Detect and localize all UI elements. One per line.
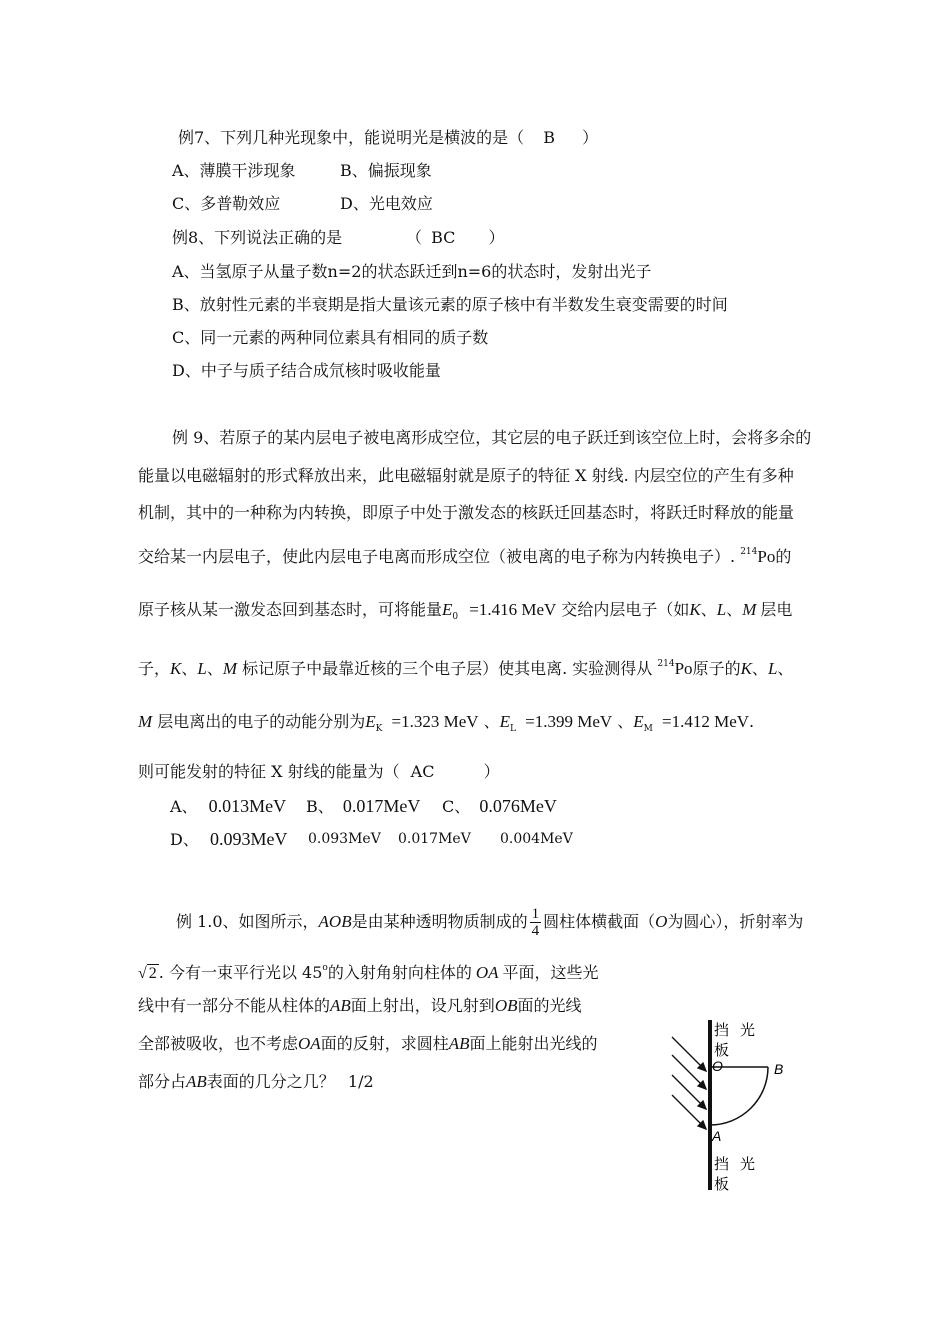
ex10-aob: AOB (318, 912, 352, 931)
ex9-extra-3: 0.004MeV (500, 831, 573, 847)
ex9-line-8-text: 则可能发射的特征 X 射线的能量为（ (138, 762, 400, 781)
ex8-option-b: B、放射性元素的半衰期是指大量该元素的原子核中有半数发生衰变需要的时间 (172, 295, 728, 314)
ex9-ek-sub: K (375, 724, 383, 734)
ex10-sqrt: √ 2 (138, 965, 157, 982)
ex8-close: ） (488, 228, 505, 247)
ex9-l-2: L (197, 659, 207, 678)
ex7-option-a: A、薄膜干涉现象 (172, 161, 296, 180)
ex7-close: ） (582, 128, 599, 147)
ex7-answer: B (543, 128, 556, 147)
ex9-line-5-text-c: 层电 (760, 600, 793, 619)
ex7-option-d: D、光电效应 (340, 194, 433, 213)
ex9-line-7-text: 层电离出的电子的动能分别为 (157, 712, 366, 731)
optics-diagram (660, 1015, 800, 1195)
ex9-line-6-text-c: 原子的 (692, 659, 741, 678)
ex9-ek-value: 1.323 MeV (401, 712, 479, 731)
ex10-line-3-text-c: 面的光线 (517, 996, 582, 1015)
ex10-line-5 (138, 1072, 374, 1092)
ex9-e0-eq: = (469, 600, 479, 619)
ex9-em-value: 1.412 MeV (671, 712, 750, 731)
ex9-option-c (442, 796, 557, 817)
ex9-option-c-label: C、 (442, 797, 471, 816)
ex10-line-4-text-b: 面的反射，求圆柱 (320, 1034, 449, 1053)
ex9-line-2: 能量以电磁辐射的形式释放出来，此电磁辐射就是原子的特征 X 射线. 内层空位的产生有多种 (138, 466, 794, 485)
ex7-question (178, 128, 598, 148)
top-barrier-label-1: 挡 (714, 1022, 730, 1039)
ex10-line-4-text-a: 全部被吸收，也不考虑 (138, 1034, 299, 1053)
ex9-dun-4: 、 (206, 659, 223, 678)
ex10-line-1 (176, 906, 856, 939)
ex7-option-b: B、偏振现象 (340, 161, 432, 180)
ex9-dun-2: 、 (726, 600, 743, 619)
ex9-e0-sub: 0 (452, 612, 459, 622)
ex9-k-3: K (740, 659, 752, 678)
ex9-po: Po (757, 547, 776, 566)
ex10-o: O (655, 912, 668, 931)
ex9-em-eq: = (661, 712, 672, 731)
ex9-line-7 (138, 712, 818, 739)
ex9-extra-1: 0.093MeV (308, 831, 381, 847)
ex9-dun-3: 、 (181, 659, 198, 678)
ex9-m-3: M (138, 712, 153, 731)
ex10-line-2 (138, 958, 599, 984)
bottom-barrier-label-1: 挡 (714, 1156, 730, 1173)
point-o-label: O (712, 1058, 723, 1074)
ex10-line-1-text-c: 圆柱体横截面（ (543, 912, 656, 931)
ex10-line-3 (138, 996, 582, 1016)
ex9-line-5-text-b: 交给内层电子（如 (561, 600, 690, 619)
ex10-oa-1: OA (475, 963, 499, 982)
ex8-answer: BC (431, 228, 456, 247)
ex9-el-sub: L (510, 724, 517, 734)
ex9-m-2: M (222, 659, 238, 678)
ex9-ek-symbol: E (365, 712, 376, 731)
ex9-option-d-label: D、 (170, 830, 199, 849)
bottom-barrier-label-2: 光 (740, 1156, 756, 1173)
ex8-option-a: A、当氢原子从量子数n=2的状态跃迁到n=6的状态时，发射出光子 (172, 262, 652, 281)
ex10-line-2-text-c: 平面，这些光 (502, 963, 599, 982)
ex10-line-2-text-b: 的入射角射向柱体的 (327, 963, 472, 982)
ex9-dun-1: 、 (700, 600, 717, 619)
ex9-line-6-text-a: 子， (138, 659, 171, 678)
ex9-line-5-text-a: 原子核从某一激发态回到基态时，可将能量 (138, 600, 443, 619)
ex10-frac-den: 4 (531, 923, 540, 939)
ex9-dun-5: 、 (751, 659, 768, 678)
ex9-line-4 (138, 542, 818, 567)
ex9-ek-eq: = (391, 712, 402, 731)
ex9-m-1: M (742, 600, 757, 619)
ex9-k-1: K (689, 600, 701, 619)
ex9-line-6-text-b: 标记原子中最靠近核的三个电子层）使其电离. 实验测得从 (242, 659, 653, 678)
point-a-label: A (712, 1128, 722, 1144)
ex9-e0-symbol: E (442, 600, 453, 619)
ex9-de: 的 (775, 547, 792, 566)
ex9-po-mass-2: 214 (657, 659, 675, 669)
ex10-ab-2: AB (448, 1034, 470, 1053)
ex10-line-3-text-a: 线中有一部分不能从柱体的 (138, 996, 331, 1015)
ex10-line-1-text-a: 例 1.0、如图所示， (176, 912, 319, 931)
ex8-answer-bracket (406, 228, 505, 248)
ex7-question-text: 例7、下列几种光现象中，能说明光是横波的是（ (178, 128, 525, 147)
ex9-option-d (170, 829, 287, 850)
ex9-el-value: 1.399 MeV (534, 712, 613, 731)
ex10-line-1-text-b: 是由某种透明物质制成的 (351, 912, 528, 931)
ex9-po-2: Po (674, 659, 693, 678)
ex10-frac-num: 1 (531, 906, 540, 922)
ex8-option-d: D、中子与质子结合成氘核时吸收能量 (172, 361, 441, 380)
ex9-dun-7: 、 (483, 712, 500, 731)
ex10-fraction (530, 906, 542, 939)
ex9-em-symbol: E (633, 712, 644, 731)
ex9-close: ） (483, 762, 500, 781)
ex9-line-3: 机制，其中的一种称为内转换，即原子中处于激发态的核跃迁回基态时，将跃迁时释放的能量 (138, 503, 795, 522)
ex9-option-d-value: 0.093MeV (209, 829, 288, 849)
ex9-el-symbol: E (499, 712, 511, 731)
ex9-line-6 (138, 654, 818, 679)
ex9-l-1: L (716, 600, 727, 619)
ex10-line-1-text-d: 为圆心），折射率为 (667, 912, 804, 931)
ex10-ob: OB (494, 996, 518, 1015)
point-b-label: B (774, 1061, 784, 1077)
ex10-answer: 1/2 (347, 1072, 374, 1091)
ex9-line-4-text: 交给某一内层电子，使此内层电子电离而形成空位（被电离的电子称为内转换电子）. (138, 547, 736, 566)
ex9-option-b (306, 796, 420, 817)
bottom-barrier-label-3: 板 (714, 1176, 730, 1193)
arc-ab (710, 1067, 768, 1125)
ex10-line-5-text-a: 部分占 (138, 1072, 187, 1091)
ex10-sqrt-value: 2 (148, 965, 157, 982)
ex9-extra-2: 0.017MeV (398, 831, 471, 847)
ex9-line-5 (138, 600, 818, 627)
ex9-option-b-value: 0.017MeV (342, 796, 421, 816)
top-barrier-label-2: 光 (740, 1022, 756, 1039)
ex10-line-4-text-c: 面上能射出光线的 (469, 1034, 598, 1053)
ex10-oa-2: OA (298, 1034, 321, 1053)
ex9-answer: AC (410, 762, 435, 781)
ex8-open: （ (406, 228, 423, 247)
top-barrier-label-3: 板 (714, 1042, 730, 1059)
ex9-k-2: K (170, 659, 182, 678)
ex9-period: . (749, 712, 755, 731)
ex7-option-c: C、多普勒效应 (172, 194, 281, 213)
ex10-degree: o (322, 963, 328, 973)
ex9-line-8 (138, 762, 818, 782)
ex9-e0-value: 1.416 MeV (478, 600, 557, 619)
ex9-option-a-value: 0.013MeV (208, 796, 287, 816)
ex9-l-3: L (767, 659, 778, 678)
ex10-ab-1: AB (330, 996, 351, 1015)
ex9-option-a-label: A、 (170, 797, 198, 816)
ex10-line-4 (138, 1034, 598, 1054)
ex9-line-1: 例 9、若原子的某内层电子被电离形成空位，其它层的电子跃迁到该空位上时，会将多余的 (172, 428, 812, 447)
ex9-dun-8: 、 (617, 712, 634, 731)
ex9-option-b-label: B、 (306, 797, 334, 816)
ex10-line-3-text-b: 面上射出，设凡射到 (350, 996, 495, 1015)
ex10-line-5-text-b: 表面的几分之几？ (206, 1072, 335, 1091)
ex9-em-sub: M (643, 724, 653, 734)
ex9-option-a (170, 796, 286, 817)
ex10-ab-3: AB (186, 1072, 207, 1091)
ex10-line-2-text-a: . 今有一束平行光以 45 (158, 963, 323, 982)
ex9-po-mass: 214 (740, 547, 758, 557)
ex9-option-c-value: 0.076MeV (479, 796, 557, 816)
ex8-question: 例8、下列说法正确的是 (172, 228, 343, 247)
ex8-option-c: C、同一元素的两种同位素具有相同的质子数 (172, 328, 489, 347)
ex9-dun-6: 、 (777, 659, 794, 678)
ex9-el-eq: = (525, 712, 535, 731)
